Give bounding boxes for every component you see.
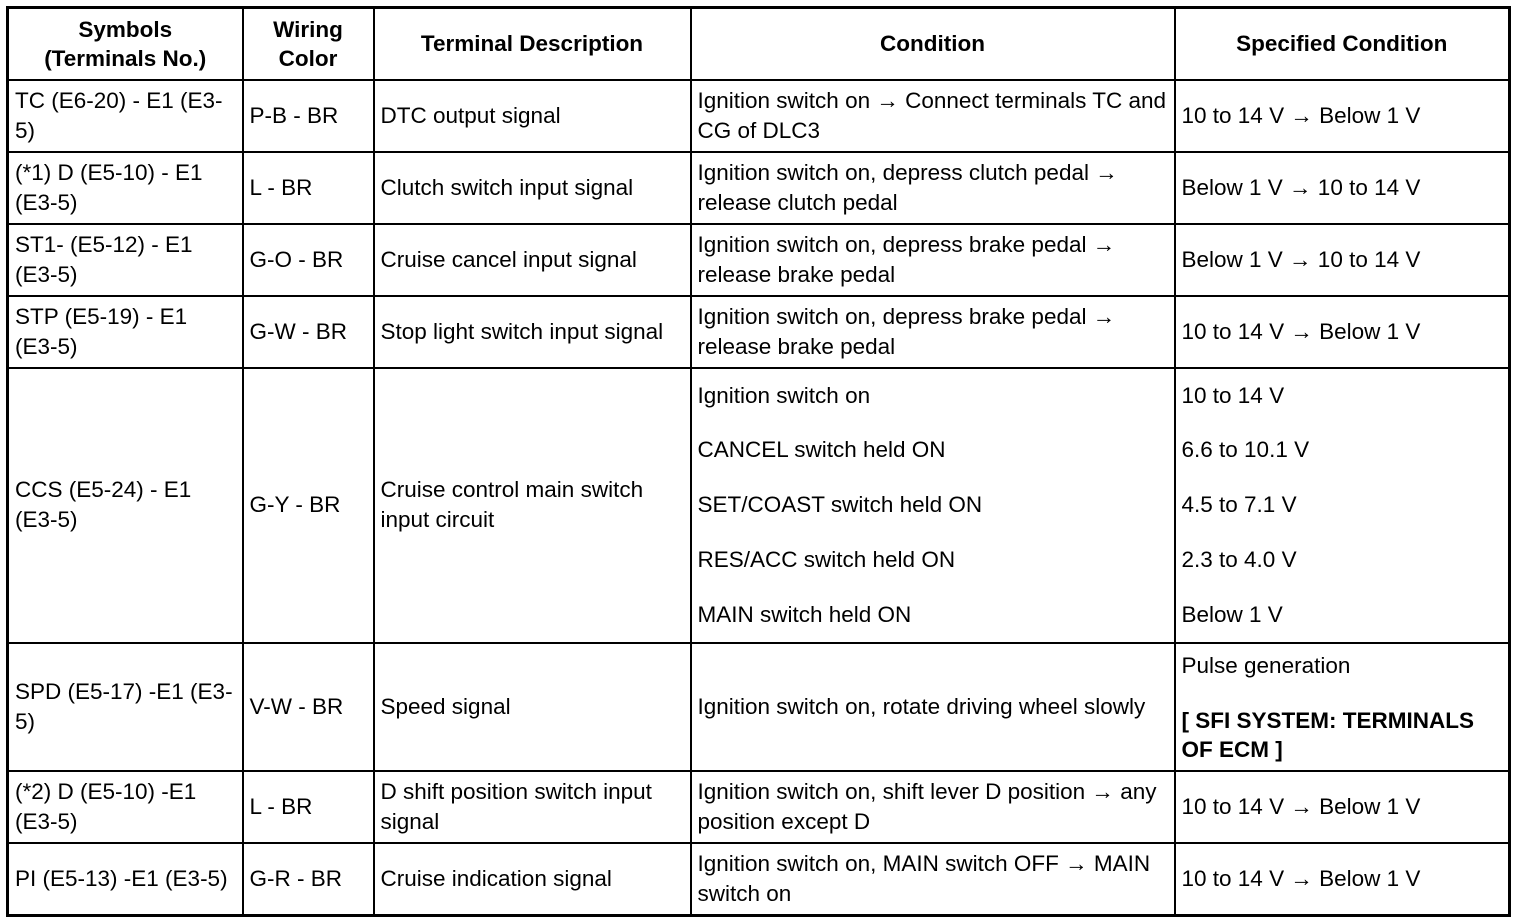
condition-list-cell [691,368,1175,644]
specified-item: 4.5 to 7.1 V [1181,492,1297,518]
wiring-color-cell: G-W - BR [243,296,374,368]
condition-cell: Ignition switch on, depress brake pedal → release brake pedal [691,296,1175,368]
specified-item: 6.6 to 10.1 V [1181,437,1310,463]
header-specified-condition: Specified Condition [1175,8,1510,80]
symbol-cell: STP (E5-19) - E1 (E3-5) [8,296,243,368]
header-symbols: Symbols (Terminals No.) [8,8,243,80]
wiring-color-cell: G-Y - BR [243,368,374,644]
condition-cell: Ignition switch on, depress clutch pedal → release clutch pedal [691,152,1175,224]
header-terminal-description: Terminal Description [374,8,691,80]
wiring-color-cell: G-R - BR [243,843,374,915]
header-row [8,8,1510,80]
description-cell: Cruise control main switch input circuit [374,368,691,644]
specified-item: Below 1 V [1181,601,1283,627]
condition-cell: Ignition switch on, shift lever D position → any position except D [691,771,1175,843]
wiring-color-cell: L - BR [243,771,374,843]
terminal-spec-table [6,6,1511,917]
description-cell: Stop light switch input signal [374,296,691,368]
reference-note: [ SFI SYSTEM: TERMINALS OF ECM ] [1181,707,1474,762]
condition-cell: Ignition switch on, MAIN switch OFF → MAIN switch on [691,843,1175,915]
specified-item: 10 to 14 V [1181,382,1285,408]
wiring-color-cell: V-W - BR [243,643,374,771]
specified-condition-cell: Below 1 V → 10 to 14 V [1175,224,1510,296]
specified-condition-cell: 10 to 14 V → Below 1 V [1175,771,1510,843]
symbol-cell: PI (E5-13) -E1 (E3-5) [8,843,243,915]
table-row [8,643,1510,771]
condition-item: MAIN switch held ON [697,601,912,627]
symbol-cell: ST1- (E5-12) - E1 (E3-5) [8,224,243,296]
symbol-cell: CCS (E5-24) - E1 (E3-5) [8,368,243,644]
condition-cell: Ignition switch on, rotate driving wheel slowly [691,643,1175,771]
table-row [8,843,1510,915]
wiring-color-cell: P-B - BR [243,80,374,152]
table-row [8,771,1510,843]
specified-condition-text: Pulse generation [1181,652,1351,678]
specified-condition-cell [1175,643,1510,771]
specified-condition-cell: 10 to 14 V → Below 1 V [1175,80,1510,152]
header-wiring-color: Wiring Color [243,8,374,80]
condition-item: RES/ACC switch held ON [697,546,956,572]
table-row [8,80,1510,152]
specified-condition-cell: Below 1 V → 10 to 14 V [1175,152,1510,224]
symbol-cell: SPD (E5-17) -E1 (E3-5) [8,643,243,771]
symbol-cell: (*1) D (E5-10) - E1 (E3-5) [8,152,243,224]
condition-item: CANCEL switch held ON [697,437,946,463]
table-row [8,296,1510,368]
specified-condition-cell: 10 to 14 V → Below 1 V [1175,296,1510,368]
wiring-color-cell: G-O - BR [243,224,374,296]
condition-item: SET/COAST switch held ON [697,492,983,518]
table-row [8,224,1510,296]
specified-list-cell [1175,368,1510,644]
condition-cell: Ignition switch on, depress brake pedal → release brake pedal [691,224,1175,296]
description-cell: Speed signal [374,643,691,771]
symbol-cell: TC (E6-20) - E1 (E3-5) [8,80,243,152]
description-cell: Cruise cancel input signal [374,224,691,296]
condition-cell: Ignition switch on → Connect terminals TC and CG of DLC3 [691,80,1175,152]
specified-condition-cell: 10 to 14 V → Below 1 V [1175,843,1510,915]
table-row [8,368,1510,644]
description-cell: Cruise indication signal [374,843,691,915]
header-condition: Condition [691,8,1175,80]
wiring-color-cell: L - BR [243,152,374,224]
description-cell: DTC output signal [374,80,691,152]
description-cell: Clutch switch input signal [374,152,691,224]
specified-item: 2.3 to 4.0 V [1181,546,1297,572]
description-cell: D shift position switch input signal [374,771,691,843]
condition-item: Ignition switch on [697,382,871,408]
table-row [8,152,1510,224]
symbol-cell: (*2) D (E5-10) -E1 (E3-5) [8,771,243,843]
